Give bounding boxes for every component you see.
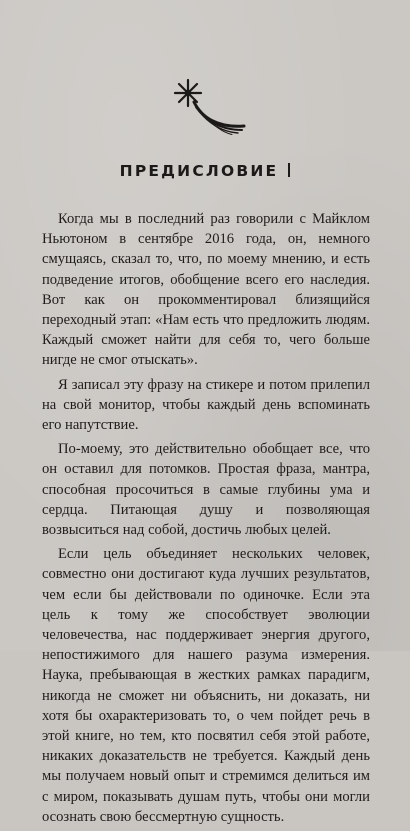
swoosh-trail-icon (194, 102, 244, 135)
star-swoosh-icon (170, 74, 250, 136)
paragraph-2: Я записал эту фразу на стикере и потом прилепил на свой монитор, чтобы каждый день вспоминать его напутствие. (42, 376, 370, 434)
paragraph-3: По-моему, это действительно обобщает все, что он оставил для потомков. Простая фраза, мантра, способная просочиться в самые глубины ума и сердца. Питающая душу и позволяющая возвыситься над собой, достичь любых целей. (42, 441, 370, 539)
chapter-title (0, 162, 410, 180)
body-text (42, 209, 370, 831)
title-bar-ornament (288, 163, 290, 177)
paragraph-1: Когда мы в последний раз говорили с Майклом Ньютоном в сентябре 2016 года, он, немного смущаясь, сказал то, что, по моему мнению, и есть подведение итогов, обобщение всего его наследия. Вот как он прокомментировал близящийся переходный этап: «Нам есть что предложить людям. Каждый сможет найти для себя то, чего больше нигде не смог отыскать». (42, 211, 370, 369)
paragraph-4: Если цель объединяет нескольких человек, совместно они достигают куда лучших результатов, чем если бы действовали по одиночке. Если эта цель к тому же способствует эволюции человечества, нас поддерживает энергия другого, непостижимого для нашего разума измерения. Наука, пребывающая в жестких рамках парадигм, никогда не сможет ни объяснить, ни доказать, ни хотя бы охарактеризовать то, о чем пойдет речь в этой книге, но тем, кто посвятил себя этой работе, никаких доказательств не требуется. Каждый день мы получаем новый опыт и стремимся делиться им с миром, показывать душам путь, чтобы они могли осознать свою бессмертную сущность. (42, 546, 370, 825)
chapter-title-text: ПРЕДИСЛОВИЕ (119, 162, 279, 180)
